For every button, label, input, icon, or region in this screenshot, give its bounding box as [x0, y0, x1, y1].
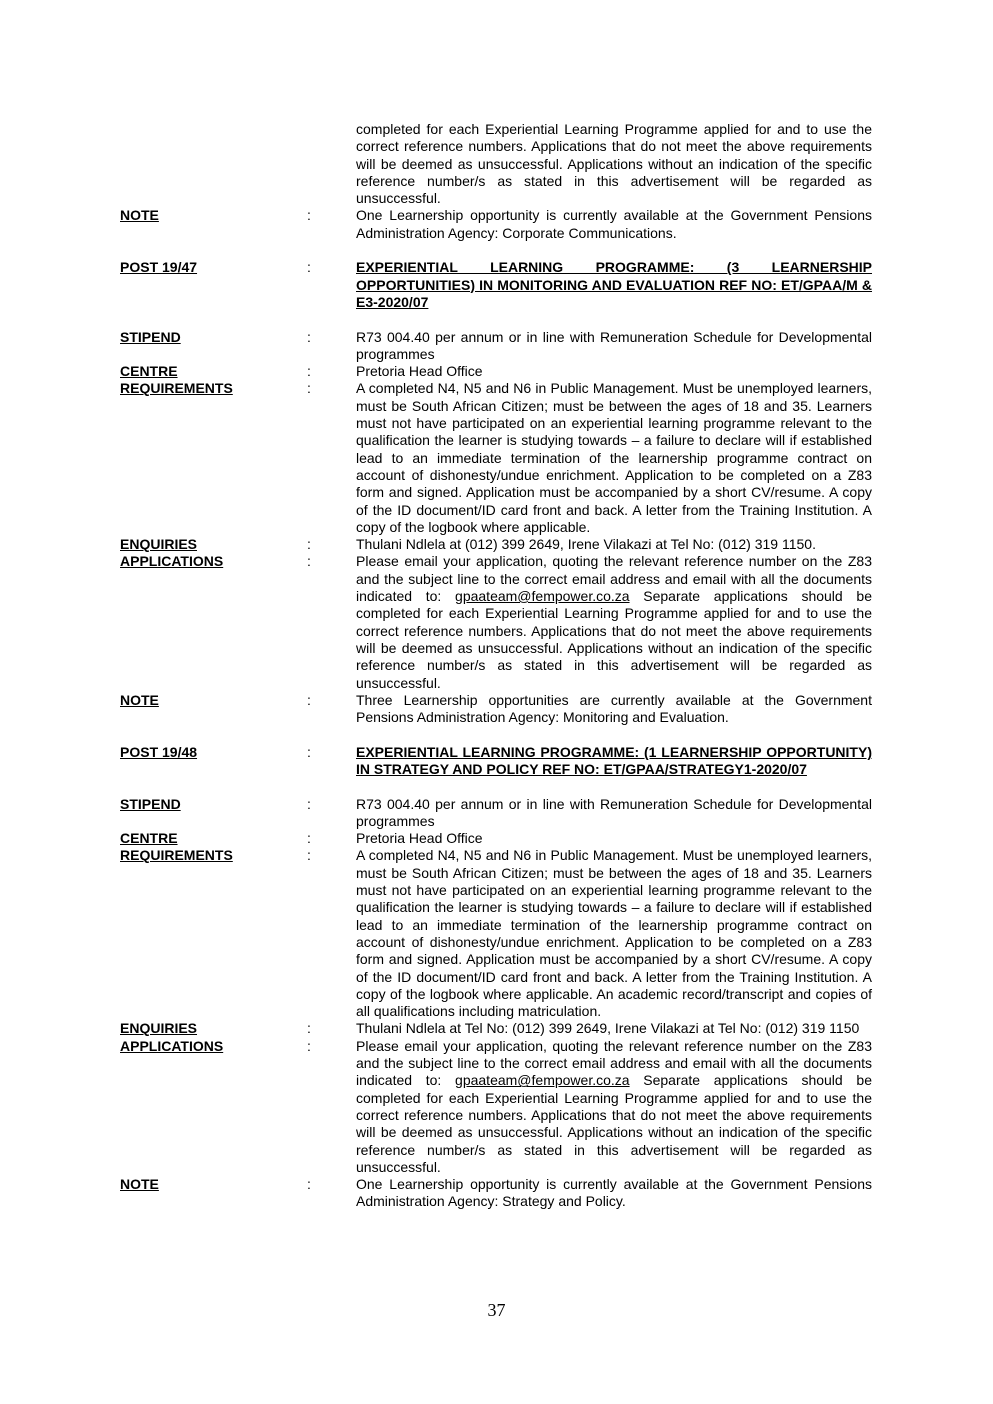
centre-row	[120, 830, 872, 847]
post-title: EXPERIENTIAL LEARNING PROGRAMME: (1 LEARNERSHIP OPPORTUNITY) IN STRATEGY AND POLICY REF NO: ET/GPAA/STRATEGY1-2020/07	[356, 743, 872, 777]
requirements-row	[120, 380, 872, 536]
post-title: EXPERIENTIAL LEARNING PROGRAMME: (3 LEARNERSHIP OPPORTUNITIES) IN MONITORING AND EVALUATION REF NO: ET/GPAA/M & E3-2020/07	[356, 259, 872, 310]
colon: :	[307, 380, 311, 397]
requirements-row	[120, 847, 872, 1020]
note-text: Three Learnership opportunities are currently available at the Government Pensions Administration Agency: Monitoring and Evaluation.	[356, 691, 872, 726]
applications-text: Please email your application, quoting the relevant reference number on the Z83 and the subject line to the correct email address and email with all the documents indicated to: gpaateam@fempower.co.za Separate applications should be completed for each Experiential Learning Programme applied for and to use the correct reference numbers. Applications that do not meet the above requirements will be deemed as unsuccessful. Applications without an indication of the specific reference number/s as stated in this advertisement will be regarded as unsuccessful.	[356, 1037, 872, 1175]
stipend-row	[120, 796, 872, 831]
applications-label: APPLICATIONS	[120, 553, 224, 570]
post-label: POST 19/47	[120, 259, 198, 276]
note-text: One Learnership opportunity is currently available at the Government Pensions Administration Agency: Corporate Communications.	[356, 207, 872, 241]
applications-row	[120, 553, 872, 691]
colon: :	[307, 847, 311, 864]
centre-row	[120, 363, 872, 380]
centre-text: Pretoria Head Office	[356, 363, 483, 380]
enquiries-row	[120, 1020, 872, 1037]
post-19-48-header	[120, 744, 872, 779]
colon: :	[307, 1020, 311, 1037]
colon: :	[307, 363, 311, 380]
colon: :	[307, 1037, 311, 1054]
stipend-text: R73 004.40 per annum or in line with Remuneration Schedule for Developmental programmes	[356, 795, 872, 829]
stipend-label: STIPEND	[120, 795, 181, 812]
centre-label: CENTRE	[120, 363, 178, 380]
email-link[interactable]: gpaateam@fempower.co.za	[455, 1072, 630, 1089]
enquiries-text: Thulani Ndlela at (012) 399 2649, Irene Vilakazi at Tel No: (012) 319 1150.	[356, 536, 816, 553]
requirements-text: A completed N4, N5 and N6 in Public Management. Must be unemployed learners, must be South African Citizen; must be between the ages of 18 and 35. Learners must not have participated on an experiential learning programme relevant to the qualification the learner is studying towards – a failure to declare will if established lead to an immediate termination of the learnership programme contract on account of dishonesty/undue enrichment. Application to be completed on a Z83 form and signed. Application must be accompanied by a short CV/resume. A copy of the ID document/ID card front and back. A letter from the Training Institution. A copy of the logbook where applicable. An academic record/transcript and copies of all qualifications including matriculation.	[356, 847, 872, 1020]
centre-label: CENTRE	[120, 830, 178, 847]
enquiries-row	[120, 536, 872, 553]
colon: :	[307, 691, 311, 708]
post-label: POST 19/48	[120, 743, 198, 760]
enquiries-label: ENQUIRIES	[120, 1020, 198, 1037]
colon: :	[307, 1176, 311, 1193]
colon: :	[307, 259, 311, 276]
applications-row	[120, 1038, 872, 1176]
colon: :	[307, 830, 311, 847]
enquiries-text: Thulani Ndlela at Tel No: (012) 399 2649, Irene Vilakazi at Tel No: (012) 319 1150	[356, 1020, 860, 1037]
requirements-text: A completed N4, N5 and N6 in Public Management. Must be unemployed learners, must be South African Citizen; must be between the ages of 18 and 35. Learners must not have participated on an experiential learning programme relevant to the qualification the learner is studying towards – a failure to declare will if established lead to an immediate termination of the learnership programme contract on account of dishonesty/undue enrichment. Application to be completed on a Z83 form and signed. Application must be accompanied by a short CV/resume. A copy of the ID document/ID card front and back. A letter from the Training Institution. A copy of the logbook where applicable.	[356, 380, 872, 535]
centre-text: Pretoria Head Office	[356, 830, 483, 847]
note-label: NOTE	[120, 207, 159, 224]
stipend-text: R73 004.40 per annum or in line with Remuneration Schedule for Developmental programmes	[356, 328, 872, 362]
requirements-label: REQUIREMENTS	[120, 380, 233, 397]
colon: :	[307, 743, 311, 760]
note-row	[120, 1176, 872, 1211]
requirements-label: REQUIREMENTS	[120, 847, 233, 864]
colon: :	[307, 795, 311, 812]
continuation-row	[120, 121, 872, 207]
note-label: NOTE	[120, 1176, 159, 1193]
applications-text: Please email your application, quoting the relevant reference number on the Z83 and the subject line to the correct email address and email with all the documents indicated to: gpaateam@fempower.co.za Separate applications should be completed for each Experiential Learning Programme applied for and to use the correct reference numbers. Applications that do not meet the above requirements will be deemed as unsuccessful. Applications without an indication of the specific reference number/s as stated in this advertisement will be regarded as unsuccessful.	[356, 553, 872, 691]
note-row	[120, 692, 872, 727]
continuation-text: completed for each Experiential Learning Programme applied for and to use the correct reference numbers. Applications that do not meet the above requirements will be deemed as unsuccessful. Applications without an indication of the specific reference number/s as stated in this advertisement will be regarded as unsuccessful.	[356, 121, 872, 207]
post-19-47-header	[120, 259, 872, 311]
stipend-row	[120, 329, 872, 364]
colon: :	[307, 328, 311, 345]
colon: :	[307, 207, 311, 224]
applications-label: APPLICATIONS	[120, 1037, 224, 1054]
advertisement-content	[120, 121, 872, 1211]
colon: :	[307, 536, 311, 553]
note-text: One Learnership opportunity is currently available at the Government Pensions Administration Agency: Strategy and Policy.	[356, 1176, 872, 1210]
page-number: 37	[487, 1300, 506, 1320]
colon: :	[307, 553, 311, 570]
stipend-label: STIPEND	[120, 328, 181, 345]
note-row	[120, 207, 872, 242]
note-label: NOTE	[120, 691, 159, 708]
enquiries-label: ENQUIRIES	[120, 536, 198, 553]
email-link[interactable]: gpaateam@fempower.co.za	[455, 588, 630, 605]
